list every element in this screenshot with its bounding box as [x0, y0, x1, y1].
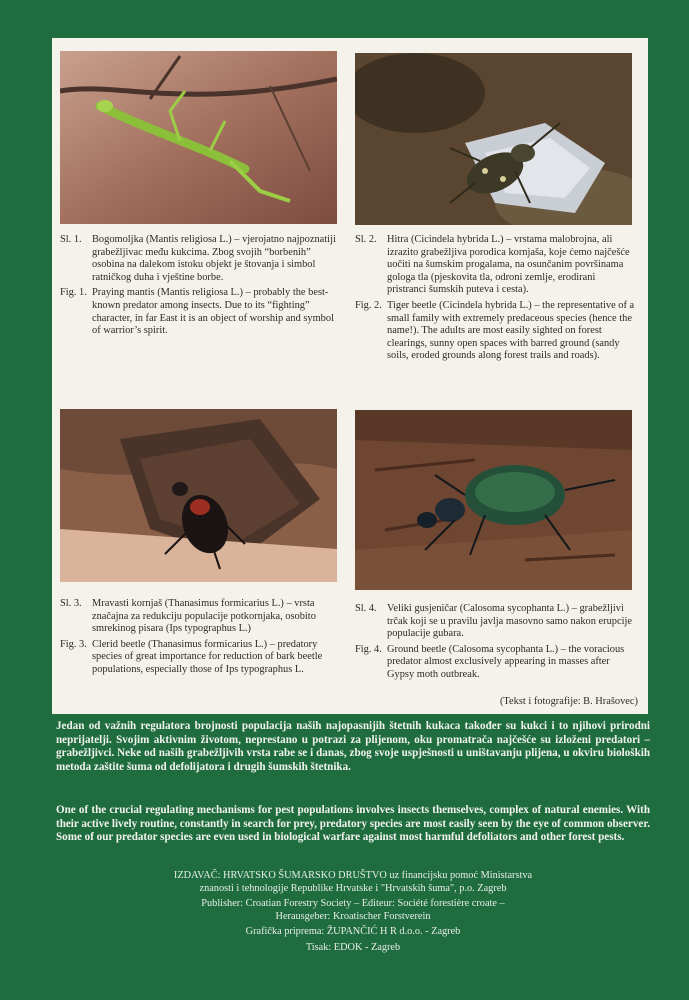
caption-2-english: Tiger beetle (Cicindela hybrida L.) – the representative of a small family with extremely predaceous species (hence the name!). The adults are most easily sighted on forest clearings, sunny open spaces with barred ground (sandy soils, eroded grounds along forest trails and roads). — [387, 299, 635, 362]
caption-fig-2: Sl. 2. Hitra (Cicindela hybrida L.) – vrstama malobrojna, ali izrazito grabežljiva porodica kornjaša, koje ćemo najčešće uočiti na šumskim progalama, na osunčanim površinama gologa tla (pjeskovita tla, odroni zemlje, erodirani pristranci šumskih puteva i cesta). Fig. 2. Tiger beetle (Cicindela hybrida L.) – the representative of a small family with extremely predaceous species (hence the name!). The adults are most easily sighted on forest clearings, sunny open spaces with barred ground (sandy soils, eroded grounds along forest trails and roads). — [355, 234, 635, 362]
photo-clerid-beetle — [60, 409, 337, 582]
caption-fig-3: Sl. 3. Mravasti kornjaš (Thanasimus formicarius L.) – vrsta značajna za redukciju populacije potkornjaka, osobito smrekinog pisara (Ips typographus L.) Fig. 3. Clerid beetle (Thanasimus formicarius L.) – predatory species of great importance for reduction of bark beetle populations, especially those of Ips typographus L. — [60, 598, 323, 675]
caption-2-croatian: Hitra (Cicindela hybrida L.) – vrstama malobrojna, ali izrazito grabežljiva porodica kornjaša, koje ćemo najčešće uočiti na šumskim progalama, na osunčanim površinama gologa tla (pjeskovita tla, odroni zemlje, erodirani pristranci šumskih puteva i cesta). — [387, 234, 630, 296]
imprint-publisher-hr: IZDAVAČ: HRVATSKO ŠUMARSKO DRUŠTVO uz financijsku pomoć Ministarstva znanosti i tehnologije Republike Hrvatske i "Hrvatskih šuma", p.o. Zagreb — [173, 870, 533, 894]
imprint-publisher-multilang: Publisher: Croatian Forestry Society – Editeur: Société forestière croate – Herausgeber: Kroatischer Forstverein — [201, 898, 505, 922]
caption-3-croatian: Mravasti kornjaš (Thanasimus formicarius L.) – vrsta značajna za redukciju populacije potkornjaka, osobito smrekinog pisara (Ips typographus L.) — [92, 598, 316, 635]
imprint — [70, 870, 636, 958]
caption-1-english: Praying mantis (Mantis religiosa L.) – probably the best-known predator among insects. Due to its “fighting” character, in far East it is an object of worship and symbol of warrior’s spirit. — [92, 287, 334, 337]
photo-panel — [52, 38, 648, 714]
caption-fig-4: Sl. 4. Veliki gusjeničar (Calosoma sycophanta L.) – grabežljivi trčak koji se u pravilu javlja masovno samo nakon erupcije populacije gubara. Fig. 4. Ground beetle (Calosoma sycophanta L.) – the voracious predator almost exclusively appearing in masses after Gypsy moth outbreak. — [355, 603, 632, 680]
caption-4-english: Ground beetle (Calosoma sycophanta L.) – the voracious predator almost exclusively appearing in masses after Gypsy moth outbreak. — [387, 643, 625, 680]
caption-3-english: Clerid beetle (Thanasimus formicarius L.) – predatory species of great importance for reduction of bark beetle populations, especially those of Ips typographus L. — [92, 638, 323, 675]
photo-praying-mantis — [60, 51, 337, 224]
body-text-croatian: Jedan od važnih regulatora brojnosti populacija naših najopasnijih štetnih kukaca također su kukci i to njihovi prirodni neprijatelji. Svojim aktivnim životom, neprestano u potrazi za plijenom, oku promatrača najčešće su izloženi predatori – grabežljivci. Neke od naših grabežljivih vrsta rabe se i danas, zbog svoje uspješnosti u uništavanju plijena, u okviru bioloških metoda zaštite šuma od defolijatora i drugih šumskih štetnika. — [56, 720, 650, 773]
imprint-print: Tisak: EDOK - Zagreb — [305, 941, 401, 953]
photo-ground-beetle — [355, 410, 632, 590]
caption-1-croatian: Bogomoljka (Mantis religiosa L.) – vjerojatno najpoznatiji grabežljivac među kukcima. Zbog svojih “borbenih” osobina na dalekom istoku objekt je štovanja i simbol ratničkog duha i vještine borbe. — [92, 234, 336, 283]
caption-fig-1: Sl. 1. Bogomoljka (Mantis religiosa L.) – vjerojatno najpoznatiji grabežljivac među kukcima. Zbog svojih “borbenih” osobina na dalekom istoku objekt je štovanja i simbol ratničkog duha i vještine borbe. Fig. 1. Praying mantis (Mantis religiosa L.) – probably the best-known predator among insects. Due to its “fighting” character, in far East it is an object of worship and symbol of warrior’s spirit. — [60, 234, 336, 337]
photo-tiger-beetle — [355, 53, 632, 225]
imprint-prepress: Grafička priprema: ŽUPANČIĆ H R d.o.o. - Zagreb — [245, 926, 461, 938]
photo-credit: (Tekst i fotografije: B. Hrašovec) — [499, 696, 638, 707]
body-text-english: One of the crucial regulating mechanisms for pest populations involves insects themselves, complex of natural enemies. With their active lively routine, constantly in search for prey, predatory species are most easily seen by the eye of common observer. Some of our predator species are even used in biological warfare against most harmful defoliators and other forest pests. — [56, 804, 650, 844]
caption-4-croatian: Veliki gusjeničar (Calosoma sycophanta L.) – grabežljivi trčak koji se u pravilu javlja masovno samo nakon erupcije populacije gubara. — [387, 603, 632, 640]
